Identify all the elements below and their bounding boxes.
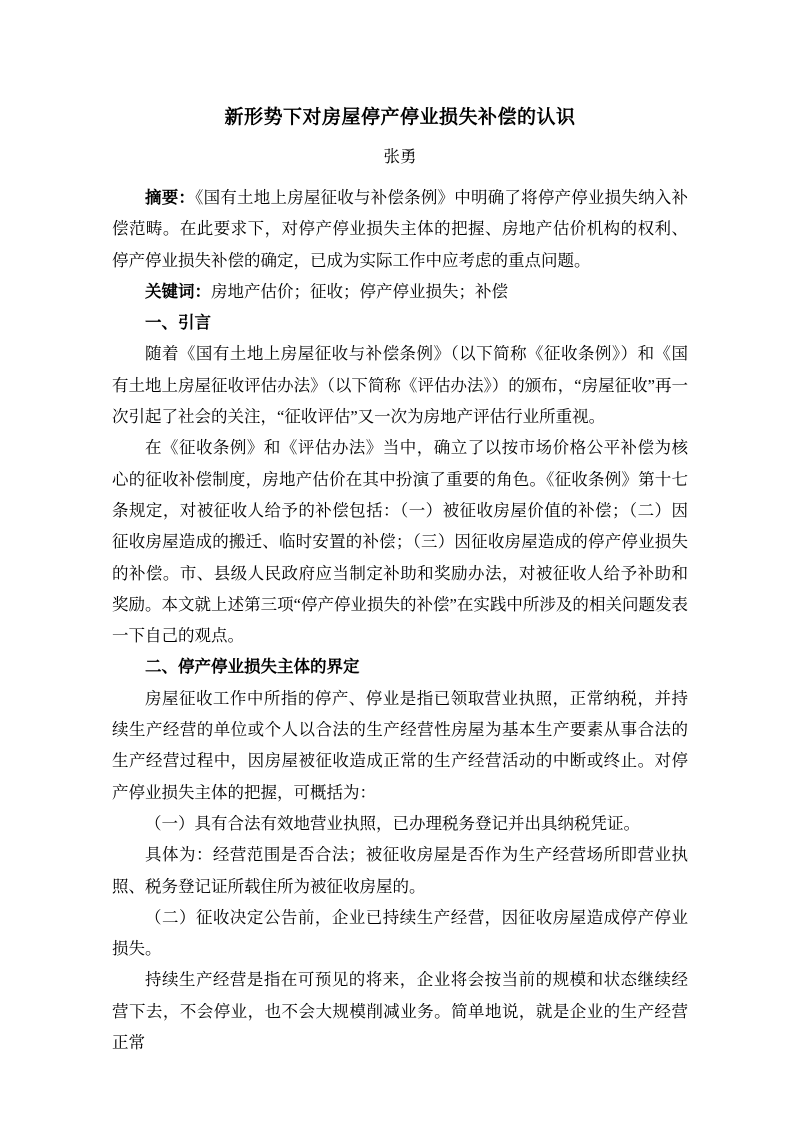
abstract-label: 摘要： (145, 188, 196, 207)
page-content (112, 0, 688, 1058)
paragraph: 具体为：经营范围是否合法；被征收房屋是否作为生产经营场所即营业执照、税务登记证所载住所为被征收房屋的。 (112, 845, 688, 896)
sections-container (112, 307, 688, 1058)
keywords-text: 房地产估价；征收；停产停业损失；补偿 (211, 281, 508, 301)
keywords-label: 关键词： (145, 281, 211, 301)
paragraph: 房屋征收工作中所指的停产、停业是指已领取营业执照，正常纳税，并持续生产经营的单位或个人以合法的生产经营性房屋为基本生产要素从事合法的生产经营过程中，因房屋被征收造成正常的生产经营活动的中断或终止。对停产停业损失主体的把握，可概括为： (112, 688, 688, 802)
abstract-paragraph (112, 182, 688, 276)
paragraph: 持续生产经营是指在可预见的将来，企业将会按当前的规模和状态继续经营下去，不会停业，也不会大规模削减业务。简单地说，就是企业的生产经营正常 (112, 970, 688, 1053)
paragraph: （二）征收决定公告前，企业已持续生产经营，因征收房屋造成停产停业损失。 (112, 907, 688, 959)
keywords-paragraph (112, 276, 688, 307)
paragraph: （一）具有合法有效地营业执照，已办理税务登记并出具纳税凭证。 (145, 813, 640, 833)
paragraph: 在《征收条例》和《评估办法》当中，确立了以按市场价格公平补偿为核心的征收补偿制度，房地产估价在其中扮演了重要的角色。《征收条例》第十七条规定，对被征收人给予的补偿包括：（一）被征收房屋价值的补偿；（二）因征收房屋造成的搬迁、临时安置的补偿；（三）因征收房屋造成的停产停业损失的补偿。市、县级人民政府应当制定补助和奖励办法，对被征收人给予补助和奖励。本文就上述第三项“停产停业损失的补偿”在实践中所涉及的相关问题发表一下自己的观点。 (112, 438, 688, 646)
paragraph: 随着《国有土地上房屋征收与补偿条例》（以下简称《征收条例》）和《国有土地上房屋征收评估办法》（以下简称《评估办法》）的颁布，“房屋征收”再一次引起了社会的关注，“征收评估”又一次为房地产评估行业所重视。 (112, 344, 688, 427)
section-heading-2: 二、停产停业损失主体的界定 (145, 657, 360, 677)
section-heading-1: 一、引言 (145, 313, 211, 333)
document-body (112, 182, 688, 1058)
author: 张勇 (383, 147, 417, 166)
abstract-text: 《国有土地上房屋征收与补偿条例》中明确了将停产停业损失纳入补偿范畴。在此要求下，对停产停业损失主体的把握、房地产估价机构的权利、停产停业损失补偿的确定，已成为实际工作中应考虑的重点问题。 (112, 188, 689, 270)
page-title: 新形势下对房屋停产停业损失补偿的认识 (224, 107, 576, 128)
